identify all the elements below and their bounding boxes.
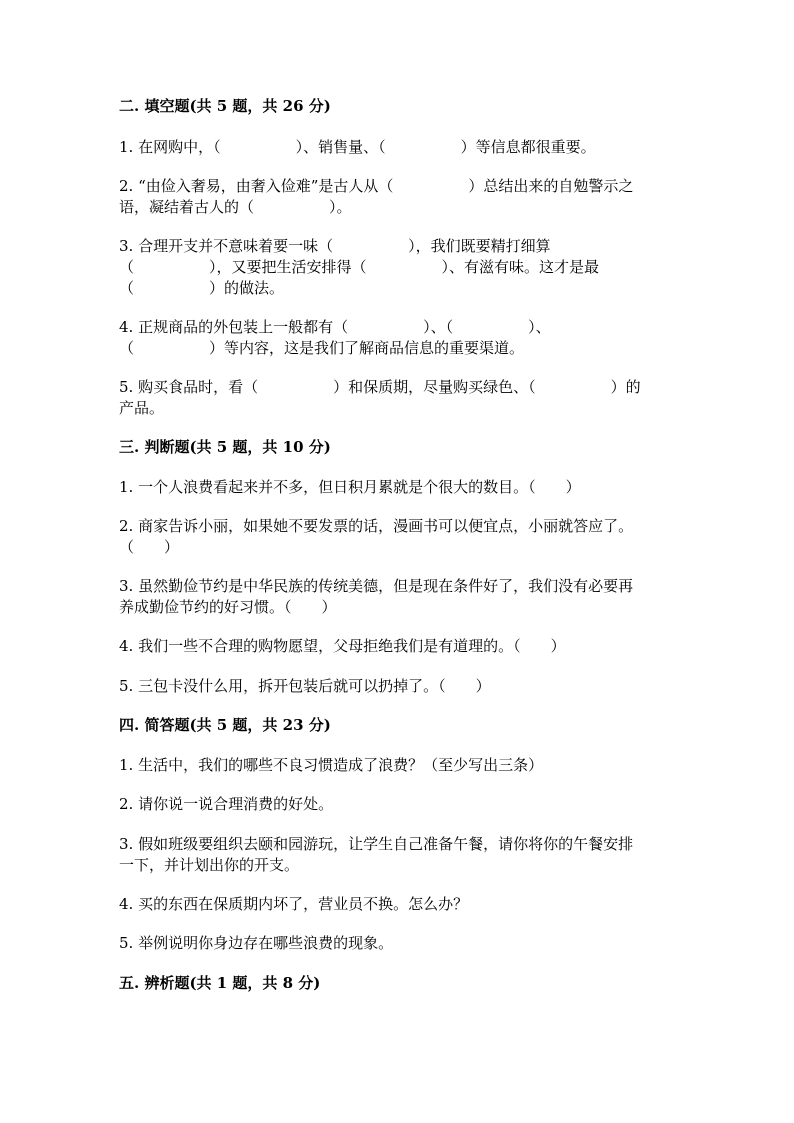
question-line: 4. 买的东西在保质期内坏了，营业员不换。怎么办？	[119, 895, 469, 913]
question-line: 1. 生活中，我们的哪些不良习惯造成了浪费？（至少写出三条）	[119, 756, 544, 774]
question-line: 2. 商家告诉小丽，如果她不要发票的话，漫画书可以便宜点，小丽就答应了。	[119, 517, 634, 535]
question-line: 3. 虽然勤俭节约是中华民族的传统美德，但是现在条件好了，我们没有必要再	[119, 577, 634, 595]
question-line: 养成勤俭节约的好习惯。（ ）	[119, 598, 337, 616]
question-line: （ ）等内容，这是我们了解商品信息的重要渠道。	[119, 339, 525, 357]
question-line: 1. 在网购中，（ ）、销售量、（ ）等信息都很重要。	[119, 138, 596, 156]
section-heading-fill-blank: 二. 填空题(共 5 题，共 26 分)	[119, 97, 331, 115]
question-line: （ ）	[119, 538, 180, 556]
section-heading-analysis: 五. 辨析题(共 1 题，共 8 分)	[119, 974, 321, 992]
question-line: （ ），又要把生活安排得（ ）、有滋有味。这才是最	[119, 258, 600, 276]
question-line: 1. 一个人浪费看起来并不多，但日积月累就是个很大的数目。（ ）	[119, 478, 581, 496]
question-line: 语，凝结着古人的（ ）。	[119, 198, 352, 216]
question-line: 2. 请你说一说合理消费的好处。	[119, 795, 334, 813]
question-line: 4. 我们一些不合理的购物愿望，父母拒绝我们是有道理的。（ ）	[119, 637, 566, 655]
question-line: 5. 举例说明你身边存在哪些浪费的现象。	[119, 934, 394, 952]
question-line: （ ）的做法。	[119, 279, 285, 297]
question-line: 3. 合理开支并不意味着要一味（ ），我们既要精打细算	[119, 237, 551, 255]
question-line: 5. 三包卡没什么用，拆开包装后就可以扔掉了。（ ）	[119, 677, 491, 695]
question-line: 2. “由俭入奢易，由奢入俭难”是古人从（ ）总结出来的自勉警示之	[119, 177, 634, 195]
question-line: 3. 假如班级要组织去颐和园游玩，让学生自己准备午餐，请你将你的午餐安排	[119, 835, 634, 853]
question-line: 4. 正规商品的外包装上一般都有（ ）、（ ）、	[119, 318, 551, 336]
section-heading-true-false: 三. 判断题(共 5 题，共 10 分)	[119, 438, 331, 456]
question-line: 一下，并计划出你的开支。	[119, 856, 300, 874]
question-line: 产品。	[119, 399, 165, 417]
question-line: 5. 购买食品时，看（ ）和保质期，尽量购买绿色、（ ）的	[119, 378, 641, 396]
section-heading-short-answer: 四. 简答题(共 5 题，共 23 分)	[119, 716, 331, 734]
